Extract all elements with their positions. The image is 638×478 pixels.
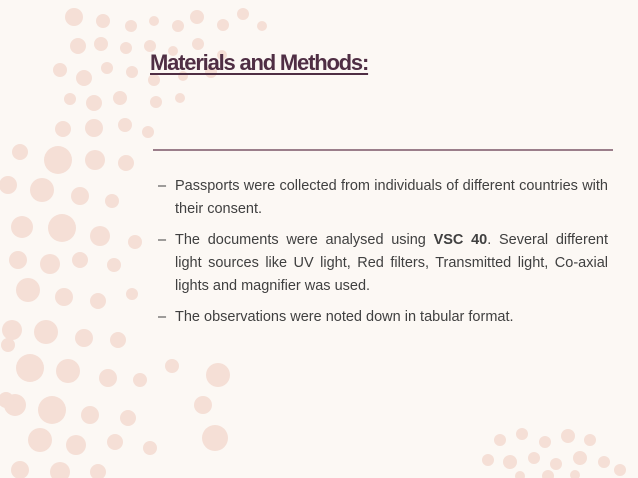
decorative-dot [9, 251, 27, 269]
decorative-dot [71, 187, 89, 205]
decorative-dot [237, 8, 249, 20]
decorative-dot [149, 16, 159, 26]
bullet-text: . Several different light sources like UV light, Red filters, Transmitted light, Co-axial lights and magnifier was used. [175, 232, 608, 294]
decorative-dot [165, 359, 179, 373]
decorative-dot [190, 10, 204, 24]
decorative-dot [90, 226, 110, 246]
decorative-dot [539, 436, 551, 448]
decorative-dot [70, 38, 86, 54]
decorative-dot [81, 406, 99, 424]
decorative-dot [86, 95, 102, 111]
decorative-dot [150, 96, 162, 108]
decorative-dot [118, 118, 132, 132]
decorative-dot [528, 452, 540, 464]
decorative-dot [542, 470, 554, 478]
bullet-dash: – [158, 309, 167, 325]
slide-title: Materials and Methods: [150, 50, 369, 75]
decorative-dot [107, 434, 123, 450]
decorative-dot [85, 119, 103, 137]
decorative-dot [206, 363, 230, 387]
decorative-dot [202, 425, 228, 451]
bullet-list [158, 175, 608, 337]
decorative-dot [570, 470, 580, 478]
decorative-dot [515, 471, 525, 478]
decorative-dot [584, 434, 596, 446]
decorative-dot [2, 320, 22, 340]
decorative-dot [113, 91, 127, 105]
decorative-dot [90, 464, 106, 478]
decorative-dot [503, 455, 517, 469]
decorative-dot [50, 462, 70, 478]
bullet-item [158, 175, 608, 221]
decorative-dot [194, 396, 212, 414]
decorative-dot [128, 235, 142, 249]
decorative-dot [175, 93, 185, 103]
decorative-dot [11, 216, 33, 238]
decorative-dot [85, 150, 105, 170]
decorative-dot [16, 354, 44, 382]
decorative-dot [126, 288, 138, 300]
decorative-dot [143, 441, 157, 455]
decorative-dot [0, 176, 17, 194]
decorative-dot [573, 451, 587, 465]
bullet-bold-text: VSC 40 [433, 232, 488, 248]
decorative-dot [38, 396, 66, 424]
bullet-text: The documents were analysed using [175, 232, 434, 248]
decorative-dot [99, 369, 117, 387]
decorative-dot [120, 42, 132, 54]
bullet-item [158, 306, 608, 329]
decorative-dot [11, 461, 29, 478]
decorative-dot [257, 21, 267, 31]
decorative-dot [48, 214, 76, 242]
decorative-dot [76, 70, 92, 86]
decorative-dot [192, 38, 204, 50]
decorative-dot [494, 434, 506, 446]
decorative-dot [34, 320, 58, 344]
decorative-dot [516, 428, 528, 440]
decorative-dot [53, 63, 67, 77]
decorative-dot [96, 14, 110, 28]
decorative-dot [133, 373, 147, 387]
decorative-dot [75, 329, 93, 347]
decorative-dot [172, 20, 184, 32]
decorative-dot [101, 62, 113, 74]
title-divider-line [153, 149, 613, 151]
bullet-text: Passports were collected from individuals of different countries with their consent. [175, 178, 608, 217]
decorative-dot [614, 464, 626, 476]
decorative-dot [110, 332, 126, 348]
bullet-dash: – [158, 178, 167, 194]
decorative-dot [94, 37, 108, 51]
decorative-dot [65, 8, 83, 26]
bullet-text: The observations were noted down in tabular format. [175, 309, 514, 325]
decorative-dot [55, 288, 73, 306]
decorative-dot [16, 278, 40, 302]
bullet-dash: – [158, 232, 167, 248]
decorative-dot [12, 144, 28, 160]
decorative-dot [482, 454, 494, 466]
decorative-dot [28, 428, 52, 452]
decorative-dot [118, 155, 134, 171]
decorative-dot [550, 458, 562, 470]
bullet-item [158, 229, 608, 298]
decorative-dot [64, 93, 76, 105]
decorative-dot [30, 178, 54, 202]
decorative-dot [90, 293, 106, 309]
decorative-dot [66, 435, 86, 455]
decorative-dot [105, 194, 119, 208]
decorative-dot [126, 66, 138, 78]
decorative-dot [107, 258, 121, 272]
decorative-dot [561, 429, 575, 443]
decorative-dot [217, 19, 229, 31]
decorative-dot [142, 126, 154, 138]
decorative-dot [598, 456, 610, 468]
decorative-dot [40, 254, 60, 274]
decorative-dot [72, 252, 88, 268]
decorative-dot [125, 20, 137, 32]
decorative-dot [55, 121, 71, 137]
decorative-dot [120, 410, 136, 426]
decorative-dot [1, 338, 15, 352]
decorative-dot [56, 359, 80, 383]
decorative-dot [44, 146, 72, 174]
